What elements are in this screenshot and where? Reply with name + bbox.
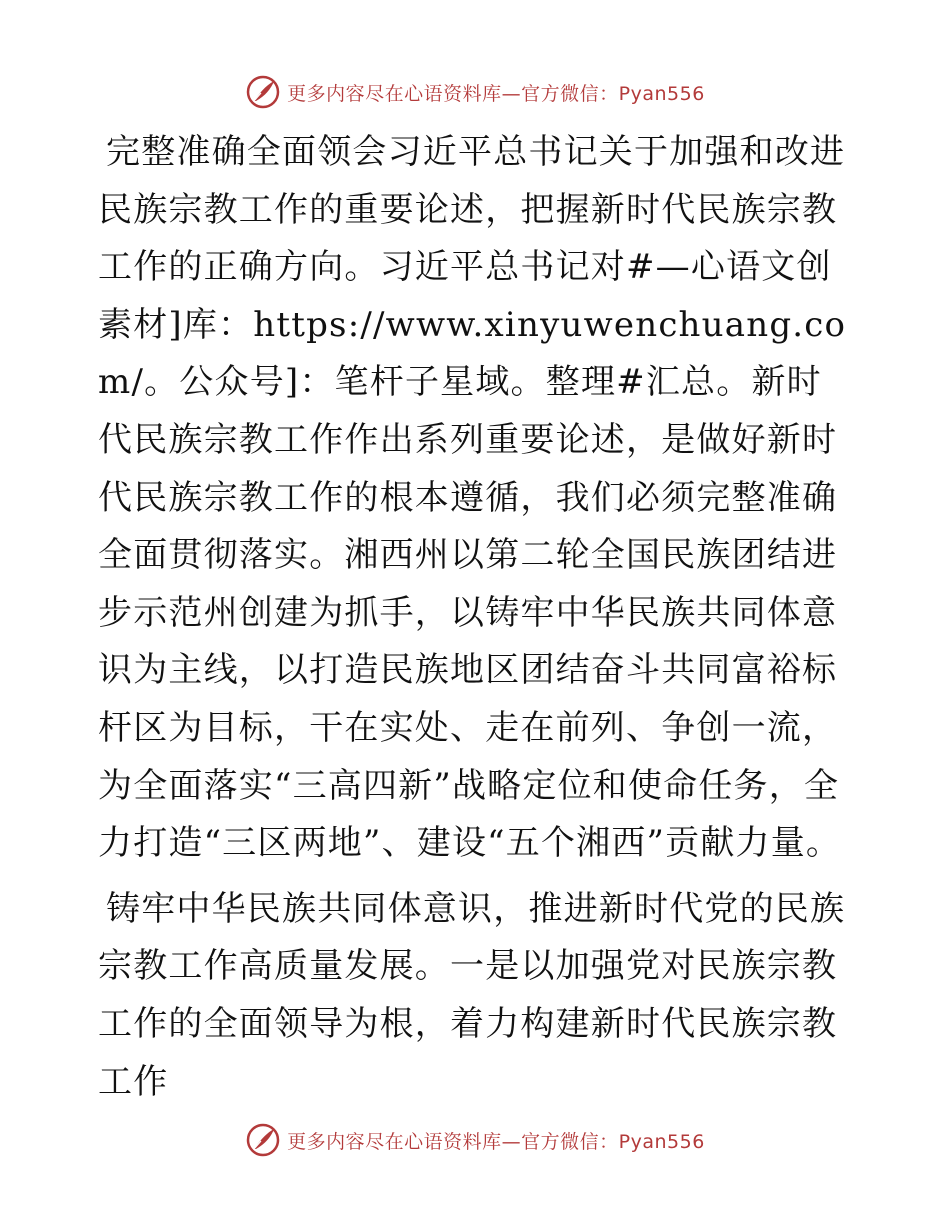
paragraph-1: 完整准确全面领会习近平总书记关于加强和改进民族宗教工作的重要论述，把握新时代民族宗教工作的正确方向。习近平总书记对#—心语文创素材]库：https://www.xinyuwenchuang.com/。公众号]：笔杆子星域。整理#汇总。新时代民族宗教工作作出系列重要论述，是做好新时代民族宗教工作的根本遵循，我们必须完整准确全面贯彻落实。湘西州以第二轮全国民族团结进步示范州创建为抓手，以铸牢中华民族共同体意识为主线，以打造民族地区团结奋斗共同富裕标杆区为目标，干在实处、走在前列、争创一流，为全面落实“三高四新”战略定位和使命任务，全力打造“三区两地”、建设“五个湘西”贡献力量。 (98, 132, 847, 864)
footer-banner-text: 更多内容尽在心语资料库—官方微信：Pyan556 (287, 1130, 705, 1153)
header-banner (0, 72, 950, 112)
feather-pen-logo-icon (245, 74, 281, 110)
feather-pen-logo-icon (245, 1122, 281, 1158)
document-body (98, 124, 848, 1119)
footer-banner (0, 1120, 950, 1160)
header-banner-text: 更多内容尽在心语资料库—官方微信：Pyan556 (287, 82, 705, 105)
paragraph-2: 铸牢中华民族共同体意识，推进新时代党的民族宗教工作高质量发展。一是以加强党对民族宗教工作的全面领导为根，着力构建新时代民族宗教工作 (98, 888, 846, 1102)
